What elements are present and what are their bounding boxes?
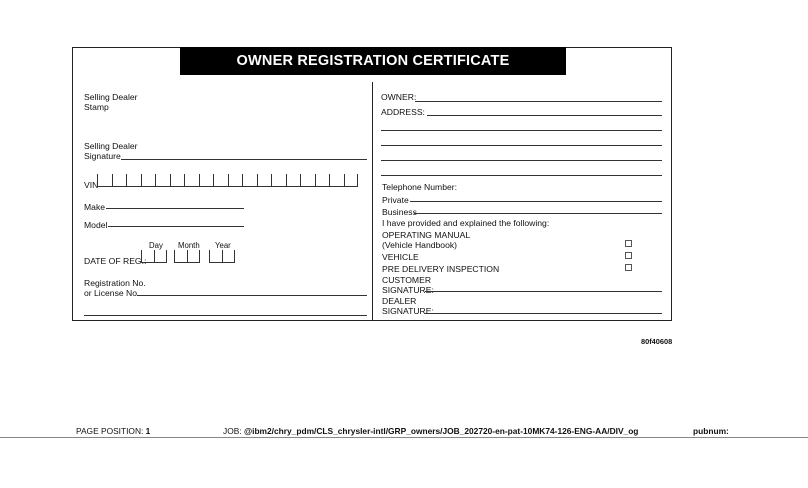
telephone-label: Telephone Number: [382, 182, 458, 192]
dealer-signature-label: DEALER SIGNATURE: [382, 296, 434, 316]
registration-field-line2[interactable] [84, 315, 367, 316]
pre-delivery-checkbox[interactable] [625, 264, 632, 271]
pre-delivery-label: PRE DELIVERY INSPECTION [382, 264, 500, 274]
job-value: @ibm2/chry_pdm/CLS_chrysler-intl/GRP_owners/JOB_202720-en-pat-10MK74-126-ENG-AA/DIV_og [243, 426, 639, 436]
selling-dealer-stamp-label: Selling Dealer Stamp [84, 92, 138, 112]
address-field-2[interactable] [381, 130, 662, 131]
page-position [76, 426, 150, 436]
model-label: Model [84, 220, 108, 230]
month-label: Month [178, 241, 200, 250]
address-field-5[interactable] [381, 175, 662, 176]
figure-code: 80f40608 [641, 337, 673, 346]
address-field-1[interactable] [427, 115, 662, 116]
form-title: OWNER REGISTRATION CERTIFICATE [180, 47, 566, 75]
business-label: Business [382, 207, 417, 217]
owner-label: OWNER: [381, 92, 417, 102]
make-field[interactable] [106, 208, 244, 209]
operating-manual-label: OPERATING MANUAL (Vehicle Handbook) [382, 230, 471, 250]
provided-statement: I have provided and explained the following: [382, 218, 550, 228]
private-label: Private [382, 195, 409, 205]
vin-label: VIN [84, 180, 99, 190]
month-field[interactable] [174, 250, 200, 264]
customer-signature-field[interactable] [425, 291, 662, 292]
private-phone-field[interactable] [410, 201, 662, 202]
vehicle-checkbox[interactable] [625, 252, 632, 259]
vin-field[interactable] [97, 174, 358, 188]
job-label: JOB: [223, 426, 242, 436]
make-label: Make [84, 202, 106, 212]
address-field-4[interactable] [381, 160, 662, 161]
model-field[interactable] [108, 226, 244, 227]
footer-rule [0, 437, 808, 438]
address-label: ADDRESS: [381, 107, 425, 117]
date-of-reg-label: DATE OF REG.: [84, 256, 147, 266]
business-phone-field[interactable] [414, 213, 662, 214]
selling-dealer-signature-field[interactable] [121, 159, 367, 160]
year-label: Year [215, 241, 231, 250]
selling-dealer-signature-label: Selling Dealer Signature [84, 141, 138, 161]
column-divider [372, 82, 373, 321]
registration-label: Registration No. or License No. [84, 278, 146, 298]
vehicle-label: VEHICLE [382, 252, 419, 262]
operating-manual-checkbox[interactable] [625, 240, 632, 247]
day-field[interactable] [141, 250, 167, 264]
year-field[interactable] [209, 250, 235, 264]
job-path [223, 426, 638, 436]
dealer-signature-field[interactable] [425, 313, 662, 314]
address-field-3[interactable] [381, 145, 662, 146]
registration-field[interactable] [137, 295, 367, 296]
customer-signature-label: CUSTOMER SIGNATURE: [382, 275, 434, 295]
day-label: Day [149, 241, 163, 250]
page-position-value: 1 [145, 426, 151, 436]
pubnum-label: pubnum: [693, 426, 729, 436]
page-position-label: PAGE POSITION: [76, 426, 144, 436]
owner-field[interactable] [415, 101, 662, 102]
